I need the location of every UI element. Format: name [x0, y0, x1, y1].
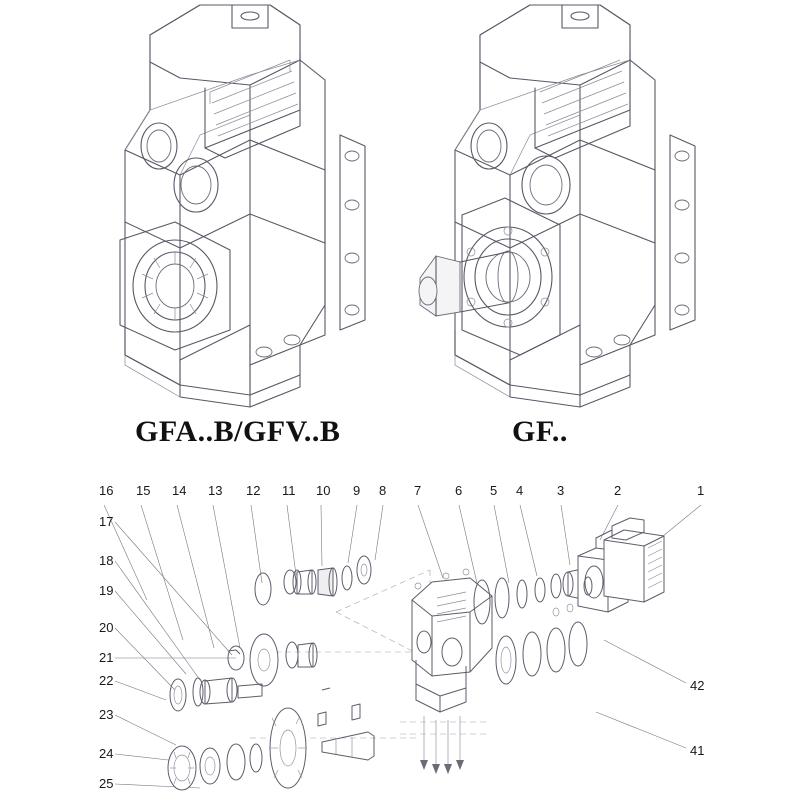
callout-18: 18 — [99, 553, 114, 568]
callout-6: 6 — [455, 483, 463, 498]
callout-16: 16 — [99, 483, 114, 498]
callout-23: 23 — [99, 707, 114, 722]
callout-5: 5 — [490, 483, 498, 498]
callout-2: 2 — [614, 483, 622, 498]
callout-7: 7 — [414, 483, 422, 498]
callout-22: 22 — [99, 673, 114, 688]
caption-left-model: GFA..B/GFV..B — [135, 415, 341, 448]
leader-lines-right — [596, 640, 686, 748]
callout-1: 1 — [697, 483, 705, 498]
callout-21: 21 — [99, 650, 114, 665]
callout-19: 19 — [99, 583, 114, 598]
callout-9: 9 — [353, 483, 361, 498]
callout-20: 20 — [99, 620, 114, 635]
callout-13: 13 — [208, 483, 223, 498]
callout-42: 42 — [690, 678, 705, 693]
callout-4: 4 — [516, 483, 524, 498]
callout-25: 25 — [99, 776, 114, 791]
callout-41: 41 — [690, 743, 705, 758]
parts-row-right — [474, 518, 664, 684]
callout-3: 3 — [557, 483, 565, 498]
callout-12: 12 — [246, 483, 261, 498]
callout-10: 10 — [316, 483, 331, 498]
callout-17: 17 — [99, 514, 114, 529]
callout-14: 14 — [172, 483, 187, 498]
parts-row-upper — [255, 556, 371, 605]
callout-8: 8 — [379, 483, 387, 498]
callout-15: 15 — [136, 483, 151, 498]
parts-row-middle — [228, 634, 317, 686]
caption-right-model: GF.. — [512, 415, 568, 448]
callout-11: 11 — [282, 483, 296, 498]
callout-24: 24 — [99, 746, 114, 761]
housing-body-exploded — [400, 578, 492, 774]
parts-row-lower-left — [168, 678, 374, 790]
